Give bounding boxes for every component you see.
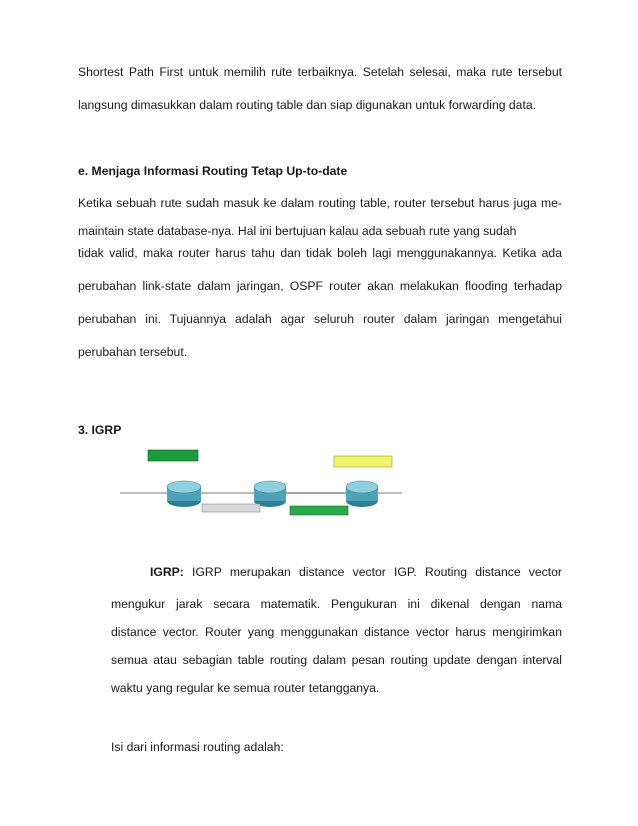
section-e-line: maintain state database-nya. Hal ini bertujuan kalau ada sebuah rute yang sudah xyxy=(78,224,517,238)
router-right-icon xyxy=(346,481,378,507)
igrp-para-line: waktu yang regular ke semua router tetangganya. xyxy=(111,681,380,695)
router-left-icon xyxy=(167,481,201,507)
section-e-line: Ketika sebuah rute sudah masuk ke dalam routing table, router tersebut harus juga me- xyxy=(78,196,562,210)
igrp-para-line1 xyxy=(150,565,562,580)
igrp-last-para: Isi dari informasi routing adalah: xyxy=(111,740,284,754)
network-box-link-green-icon xyxy=(290,506,348,515)
igrp-para-line: mengukur jarak secara matematik. Pengukuran ini dikenal dengan nama xyxy=(111,597,562,611)
igrp-network-diagram xyxy=(112,440,412,528)
para1-line2: langsung dimasukkan dalam routing table dan siap digunakan untuk forwarding data. xyxy=(78,98,537,112)
igrp-para-line: semua atau sebagian table routing dalam pesan routing update dengan interval xyxy=(111,653,562,667)
network-box-gray-icon xyxy=(202,504,260,512)
section-e-line: perubahan ini. Tujuannya adalah agar seluruh router dalam jaringan mengetahui xyxy=(78,312,562,326)
network-box-yellow-icon xyxy=(334,456,392,467)
section-e-line: tidak valid, maka router harus tahu dan tidak boleh lagi menggunakannya. Ketika ada xyxy=(78,246,562,260)
section-e-line: perubahan link-state dalam jaringan, OSPF router akan melakukan flooding terhadap xyxy=(78,279,562,293)
para1-line1: Shortest Path First untuk memilih rute terbaiknya. Setelah selesai, maka rute tersebut xyxy=(78,65,562,79)
igrp-label: IGRP: xyxy=(150,565,184,579)
network-box-green-icon xyxy=(148,450,198,461)
router-middle-icon xyxy=(254,481,286,507)
igrp-line1-text: IGRP merupakan distance vector IGP. Routing distance vector xyxy=(183,565,562,579)
section-e-line: perubahan tersebut. xyxy=(78,345,188,359)
igrp-para-line: distance vector. Router yang menggunakan distance vector harus mengirimkan xyxy=(111,625,562,639)
section-e-heading: e. Menjaga Informasi Routing Tetap Up-to-date xyxy=(78,164,348,178)
section-3-heading: 3. IGRP xyxy=(78,423,122,437)
